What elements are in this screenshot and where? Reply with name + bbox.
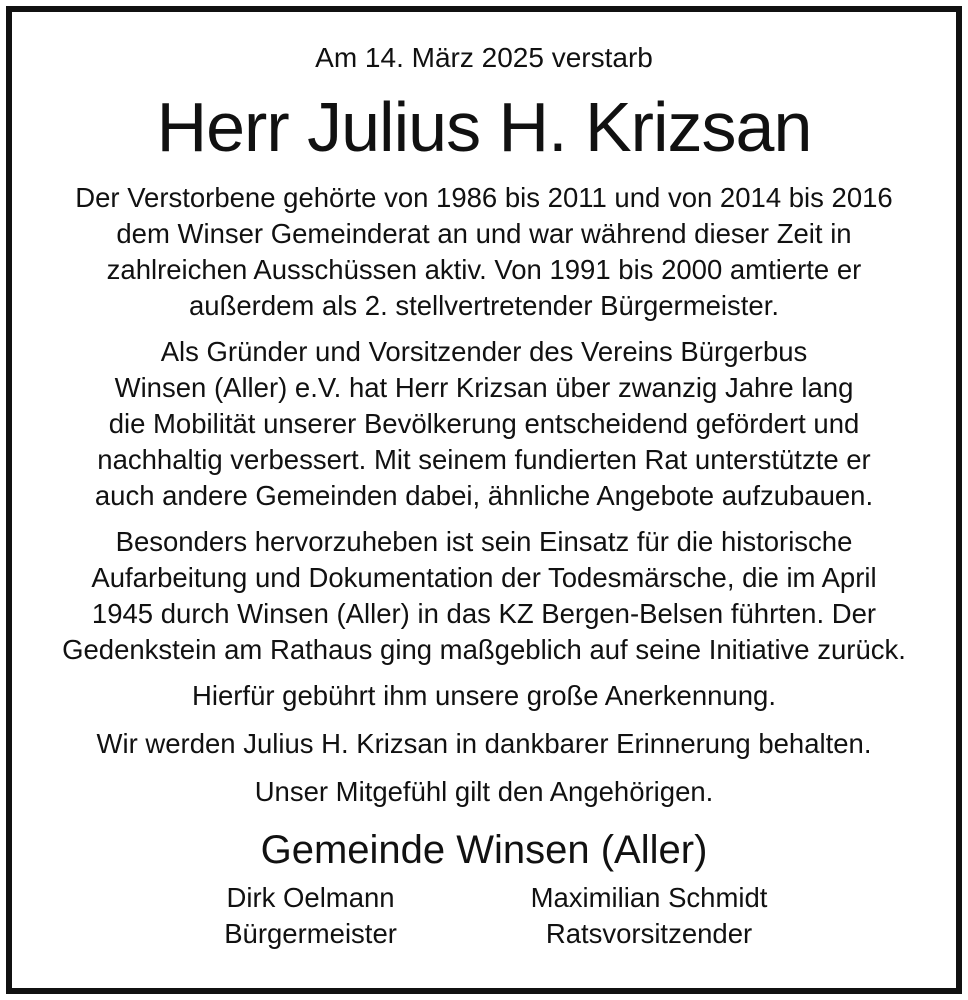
text-line: dem Winser Gemeinderat an und war während dieser Zeit in [116, 218, 852, 249]
recognition-line: Hierfür gebührt ihm unsere große Anerkennung. [192, 680, 776, 711]
death-date-line: Am 14. März 2025 verstarb [315, 42, 653, 73]
text-line: 1945 durch Winsen (Aller) in das KZ Bergen-Belsen führten. Der [91, 598, 877, 629]
text-line: Als Gründer und Vorsitzender des Vereins Bürgerbus [160, 336, 808, 367]
text-line: Winsen (Aller) e.V. hat Herr Krizsan über zwanzig Jahre lang [114, 372, 854, 403]
text-line: Der Verstorbene gehörte von 1986 bis 2011 und von 2014 bis 2016 [75, 182, 893, 213]
signer-mayor [201, 880, 421, 952]
paragraph-council-service [0, 180, 968, 324]
text-line: auch andere Gemeinden dabei, ähnliche Angebote aufzubauen. [94, 480, 874, 511]
signatories [0, 880, 968, 952]
paragraph-buergerbus [0, 334, 968, 514]
text-line: Gedenkstein am Rathaus ging maßgeblich auf seine Initiative zurück. [62, 634, 906, 665]
remembrance-line: Wir werden Julius H. Krizsan in dankbarer Erinnerung behalten. [96, 728, 872, 759]
text-line: Aufarbeitung und Dokumentation der Todesmärsche, die im April [91, 562, 877, 593]
paragraph-memorial [0, 524, 968, 668]
text-line: zahlreichen Ausschüssen aktiv. Von 1991 bis 2000 amtierte er [106, 254, 862, 285]
condolence-line: Unser Mitgefühl gilt den Angehörigen. [254, 776, 714, 807]
obituary-notice [0, 40, 968, 952]
signer-title: Bürgermeister [224, 918, 397, 949]
text-line: die Mobilität unserer Bevölkerung entscheidend gefördert und [108, 408, 860, 439]
signer-name: Maximilian Schmidt [530, 882, 768, 913]
text-line: nachhaltig verbessert. Mit seinem fundierten Rat unterstützte er [97, 444, 871, 475]
signer-name: Dirk Oelmann [226, 882, 395, 913]
signer-title: Ratsvorsitzender [545, 918, 753, 949]
deceased-name: Herr Julius H. Krizsan [156, 88, 812, 166]
organization-name: Gemeinde Winsen (Aller) [260, 828, 708, 872]
signer-council-chair [531, 880, 768, 952]
text-line: außerdem als 2. stellvertretender Bürgermeister. [189, 290, 779, 321]
text-line: Besonders hervorzuheben ist sein Einsatz für die historische [115, 526, 853, 557]
